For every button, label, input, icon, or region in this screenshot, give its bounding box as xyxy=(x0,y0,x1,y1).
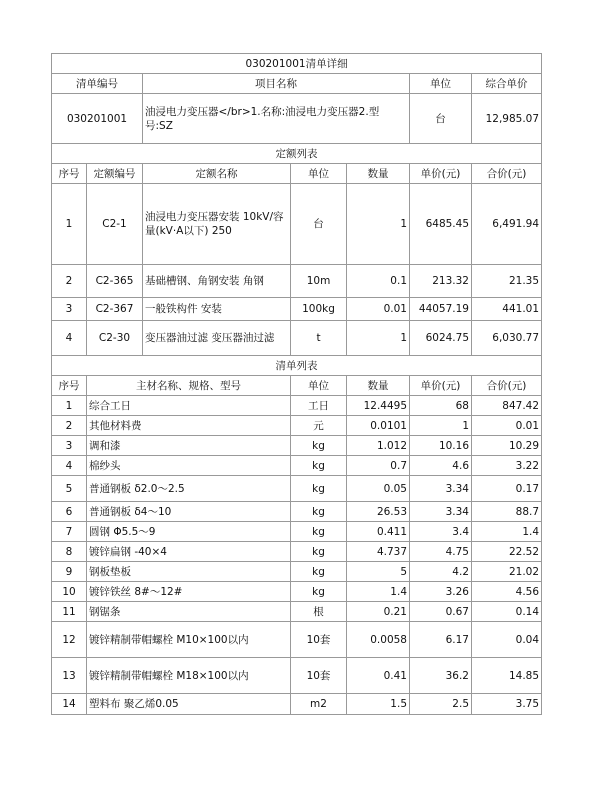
material-total: 4.56 xyxy=(472,582,542,602)
quota-header-code: 定额编号 xyxy=(87,164,143,184)
material-seq: 13 xyxy=(52,658,87,694)
material-price: 1 xyxy=(410,416,472,436)
quota-qty: 1 xyxy=(347,321,410,356)
material-seq: 8 xyxy=(52,542,87,562)
material-header-qty: 数量 xyxy=(347,376,410,396)
quota-header-total: 合价(元) xyxy=(472,164,542,184)
quota-unit: 10m xyxy=(291,265,347,298)
material-qty: 1.5 xyxy=(347,694,410,715)
material-header-total: 合价(元) xyxy=(472,376,542,396)
bill-detail-table xyxy=(51,53,542,715)
material-unit: 10套 xyxy=(291,658,347,694)
material-row xyxy=(52,542,542,562)
material-row xyxy=(52,502,542,522)
material-seq: 2 xyxy=(52,416,87,436)
material-unit: kg xyxy=(291,456,347,476)
material-qty: 0.41 xyxy=(347,658,410,694)
material-name: 钢板垫板 xyxy=(87,562,291,582)
material-name: 镀锌精制带帽螺栓 M10×100以内 xyxy=(87,622,291,658)
material-seq: 3 xyxy=(52,436,87,456)
material-header-name: 主材名称、规格、型号 xyxy=(87,376,291,396)
quota-code: C2-365 xyxy=(87,265,143,298)
quota-seq: 4 xyxy=(52,321,87,356)
material-qty: 12.4495 xyxy=(347,396,410,416)
quota-name: 变压器油过滤 变压器油过滤 xyxy=(143,321,291,356)
material-qty: 5 xyxy=(347,562,410,582)
material-price: 4.2 xyxy=(410,562,472,582)
material-qty: 0.21 xyxy=(347,602,410,622)
material-price: 10.16 xyxy=(410,436,472,456)
quota-price: 6024.75 xyxy=(410,321,472,356)
material-total: 0.14 xyxy=(472,602,542,622)
material-price: 3.34 xyxy=(410,502,472,522)
material-unit: kg xyxy=(291,582,347,602)
material-total: 21.02 xyxy=(472,562,542,582)
quota-row xyxy=(52,321,542,356)
material-price: 2.5 xyxy=(410,694,472,715)
material-qty: 0.0101 xyxy=(347,416,410,436)
material-row xyxy=(52,456,542,476)
quota-total: 441.01 xyxy=(472,298,542,321)
material-unit: kg xyxy=(291,542,347,562)
quota-price: 44057.19 xyxy=(410,298,472,321)
material-section-title: 清单列表 xyxy=(52,356,542,376)
material-qty: 0.05 xyxy=(347,476,410,502)
quota-total: 21.35 xyxy=(472,265,542,298)
quota-name: 一般铁构件 安装 xyxy=(143,298,291,321)
quota-name: 基础槽钢、角钢安装 角钢 xyxy=(143,265,291,298)
header-unit-price: 综合单价 xyxy=(472,74,542,94)
material-row xyxy=(52,396,542,416)
header-name: 项目名称 xyxy=(143,74,410,94)
material-qty: 0.411 xyxy=(347,522,410,542)
material-seq: 4 xyxy=(52,456,87,476)
quota-seq: 1 xyxy=(52,184,87,265)
quota-header-unit: 单位 xyxy=(291,164,347,184)
material-qty: 1.012 xyxy=(347,436,410,456)
material-name: 综合工日 xyxy=(87,396,291,416)
quota-header-seq: 序号 xyxy=(52,164,87,184)
quota-header-row xyxy=(52,164,542,184)
quota-row xyxy=(52,265,542,298)
material-seq: 12 xyxy=(52,622,87,658)
quota-qty: 1 xyxy=(347,184,410,265)
material-seq: 10 xyxy=(52,582,87,602)
material-header-unit: 单位 xyxy=(291,376,347,396)
material-total: 3.22 xyxy=(472,456,542,476)
material-qty: 0.0058 xyxy=(347,622,410,658)
quota-seq: 3 xyxy=(52,298,87,321)
material-name: 普通钢板 δ4～10 xyxy=(87,502,291,522)
material-row xyxy=(52,602,542,622)
material-name: 镀锌铁丝 8#～12# xyxy=(87,582,291,602)
material-row xyxy=(52,658,542,694)
material-qty: 1.4 xyxy=(347,582,410,602)
quota-header-name: 定额名称 xyxy=(143,164,291,184)
material-price: 3.34 xyxy=(410,476,472,502)
material-row xyxy=(52,476,542,502)
material-price: 68 xyxy=(410,396,472,416)
material-name: 钢锯条 xyxy=(87,602,291,622)
material-name: 镀锌扁钢 -40×4 xyxy=(87,542,291,562)
material-qty: 4.737 xyxy=(347,542,410,562)
quota-unit: 台 xyxy=(291,184,347,265)
material-unit: kg xyxy=(291,502,347,522)
material-header-row xyxy=(52,376,542,396)
quota-unit: t xyxy=(291,321,347,356)
material-total: 22.52 xyxy=(472,542,542,562)
material-row xyxy=(52,416,542,436)
material-row xyxy=(52,522,542,542)
material-price: 36.2 xyxy=(410,658,472,694)
material-seq: 14 xyxy=(52,694,87,715)
material-total: 88.7 xyxy=(472,502,542,522)
quota-unit: 100kg xyxy=(291,298,347,321)
material-name: 塑料布 聚乙烯0.05 xyxy=(87,694,291,715)
item-unit: 台 xyxy=(410,94,472,144)
material-row xyxy=(52,436,542,456)
material-total: 3.75 xyxy=(472,694,542,715)
material-price: 4.75 xyxy=(410,542,472,562)
quota-code: C2-30 xyxy=(87,321,143,356)
material-total: 0.17 xyxy=(472,476,542,502)
material-total: 847.42 xyxy=(472,396,542,416)
material-name: 普通钢板 δ2.0～2.5 xyxy=(87,476,291,502)
material-price: 3.4 xyxy=(410,522,472,542)
material-seq: 7 xyxy=(52,522,87,542)
material-name: 圆钢 Φ5.5～9 xyxy=(87,522,291,542)
material-total: 14.85 xyxy=(472,658,542,694)
material-price: 3.26 xyxy=(410,582,472,602)
material-seq: 11 xyxy=(52,602,87,622)
quota-code: C2-1 xyxy=(87,184,143,265)
material-qty: 26.53 xyxy=(347,502,410,522)
quota-price: 6485.45 xyxy=(410,184,472,265)
header-code: 清单编号 xyxy=(52,74,143,94)
material-row xyxy=(52,562,542,582)
item-name: 油浸电力变压器</br>1.名称:油浸电力变压器2.型号:SZ xyxy=(143,94,410,144)
material-unit: 10套 xyxy=(291,622,347,658)
material-header-seq: 序号 xyxy=(52,376,87,396)
header-unit: 单位 xyxy=(410,74,472,94)
quota-price: 213.32 xyxy=(410,265,472,298)
material-total: 0.04 xyxy=(472,622,542,658)
material-row xyxy=(52,622,542,658)
quota-total: 6,030.77 xyxy=(472,321,542,356)
quota-seq: 2 xyxy=(52,265,87,298)
material-name: 调和漆 xyxy=(87,436,291,456)
material-name: 镀锌精制带帽螺栓 M18×100以内 xyxy=(87,658,291,694)
quota-section-title: 定额列表 xyxy=(52,144,542,164)
quota-row xyxy=(52,184,542,265)
material-total: 1.4 xyxy=(472,522,542,542)
material-total: 0.01 xyxy=(472,416,542,436)
quota-header-price: 单价(元) xyxy=(410,164,472,184)
quota-code: C2-367 xyxy=(87,298,143,321)
material-seq: 9 xyxy=(52,562,87,582)
material-unit: 根 xyxy=(291,602,347,622)
item-code: 030201001 xyxy=(52,94,143,144)
material-price: 6.17 xyxy=(410,622,472,658)
quota-header-qty: 数量 xyxy=(347,164,410,184)
material-unit: 元 xyxy=(291,416,347,436)
material-unit: m2 xyxy=(291,694,347,715)
material-name: 棉纱头 xyxy=(87,456,291,476)
quota-row xyxy=(52,298,542,321)
quota-qty: 0.01 xyxy=(347,298,410,321)
material-price: 4.6 xyxy=(410,456,472,476)
material-header-price: 单价(元) xyxy=(410,376,472,396)
material-price: 0.67 xyxy=(410,602,472,622)
material-seq: 1 xyxy=(52,396,87,416)
material-total: 10.29 xyxy=(472,436,542,456)
quota-name: 油浸电力变压器安装 10kV/容量(kV·A以下) 250 xyxy=(143,184,291,265)
material-unit: kg xyxy=(291,436,347,456)
material-row xyxy=(52,694,542,715)
table-title: 030201001清单详细 xyxy=(52,54,542,74)
material-row xyxy=(52,582,542,602)
item-unit-price: 12,985.07 xyxy=(472,94,542,144)
material-seq: 5 xyxy=(52,476,87,502)
material-seq: 6 xyxy=(52,502,87,522)
material-unit: kg xyxy=(291,522,347,542)
quota-qty: 0.1 xyxy=(347,265,410,298)
material-qty: 0.7 xyxy=(347,456,410,476)
material-unit: kg xyxy=(291,476,347,502)
material-unit: 工日 xyxy=(291,396,347,416)
quota-total: 6,491.94 xyxy=(472,184,542,265)
material-unit: kg xyxy=(291,562,347,582)
material-name: 其他材料费 xyxy=(87,416,291,436)
